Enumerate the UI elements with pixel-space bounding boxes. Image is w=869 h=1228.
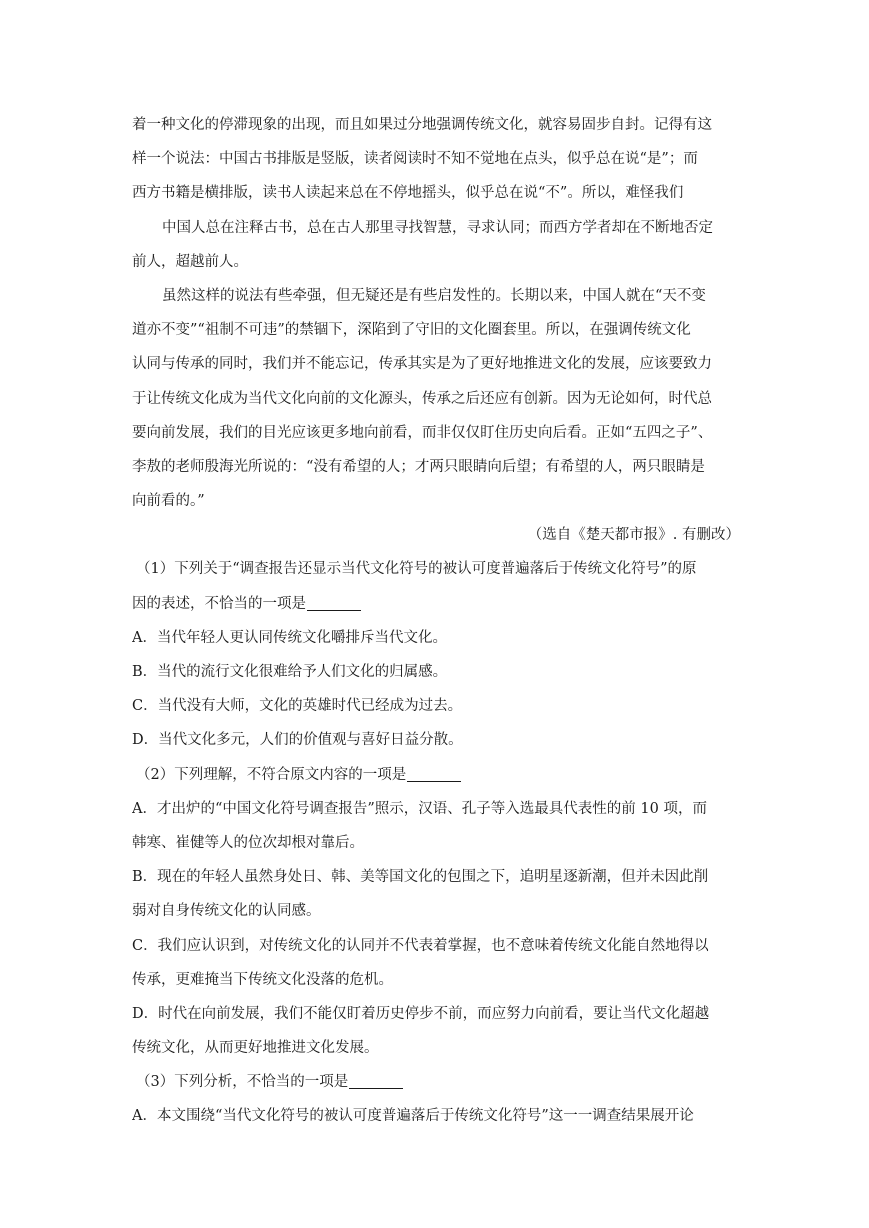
passage-line: 前人，超越前人。: [132, 253, 248, 270]
option-a[interactable]: A．本文围绕“当代文化符号的被认可度普遍落后于传统文化符号”这一一调查结果展开论: [132, 1108, 694, 1125]
option-c-continued[interactable]: 传承，更难掩当下传统文化没落的危机。: [132, 971, 393, 988]
option-b-continued[interactable]: 弱对自身传统文化的认同感。: [132, 903, 321, 920]
passage-line: 道亦不变”“祖制不可违”的禁锢下，深陷到了守旧的文化圈套里。所以，在强调传统文化: [132, 322, 691, 339]
question-stem-text: （3）下列分析，不恰当的一项是: [136, 1074, 349, 1091]
question-3: [132, 1065, 740, 1133]
question-stem: [132, 587, 740, 621]
document-page: [132, 108, 740, 1134]
passage-line: 认同与传承的同时，我们并不能忘记，传承其实是为了更好地推进文化的发展，应该要致力: [132, 356, 712, 373]
passage-line: 李敖的老师殷海光所说的：“没有希望的人；才两只眼睛向后望；有希望的人，两只眼睛是: [132, 458, 705, 475]
passage-line: 样一个说法：中国古书排版是竖版，读者阅读时不知不觉地在点头，似乎总在说“是”；而: [132, 151, 698, 168]
option-c[interactable]: C．当代没有大师，文化的英雄时代已经成为过去。: [132, 698, 463, 715]
passage-line: 中国人总在注释古书，总在古人那里寻找智慧，寻求认同；而西方学者却在不断地否定: [162, 219, 713, 236]
option-a-continued[interactable]: 韩寒、崔健等人的位次却根对靠后。: [132, 834, 364, 851]
question-stem: （1）下列关于“调查报告还显示当代文化符号的被认可度普遍落后于传统文化符号”的原: [136, 561, 697, 578]
source-citation: （选自《楚天都市报》. 有删改）: [527, 527, 740, 544]
question-stem-text: （2）下列理解，不符合原文内容的一项是: [136, 766, 407, 783]
passage-line: 着一种文化的停滞现象的出现，而且如果过分地强调传统文化，就容易固步自封。记得有这: [132, 117, 712, 133]
question-2: [132, 758, 740, 1066]
option-c[interactable]: C．我们应认识到，对传统文化的认同并不代表着掌握，也不意味着传统文化能自然地得以: [132, 937, 709, 954]
passage: [132, 108, 740, 518]
option-a[interactable]: A．才出炉的“中国文化符号调查报告”照示，汉语、孔子等入选最具代表性的前 10 项，而: [132, 800, 707, 817]
passage-line: 要向前发展，我们的目光应该更多地向前看，而非仅仅盯住历史向后看。正如“五四之子”、: [132, 424, 713, 441]
option-d-continued[interactable]: 传统文化，从而更好地推进文化发展。: [132, 1040, 379, 1057]
question-1: [132, 552, 740, 757]
answer-blank[interactable]: [307, 609, 361, 611]
option-d[interactable]: D．时代在向前发展，我们不能仅盯着历史停步不前，而应努力向前看，要让当代文化超越: [132, 1005, 710, 1022]
option-b[interactable]: B．现在的年轻人虽然身处日、韩、美等国文化的包围之下，追明星逐新潮，但并未因此削: [132, 869, 709, 886]
question-stem: [136, 758, 740, 792]
option-a[interactable]: A．当代年轻人更认同传统文化嚼排斥当代文化。: [132, 629, 447, 646]
passage-line: 西方书籍是横排版，读书人读起来总在不停地摇头，似乎总在说“不”。所以，难怪我们: [132, 185, 684, 202]
question-stem: [136, 1065, 740, 1099]
option-d[interactable]: D．当代文化多元，人们的价值观与喜好日益分散。: [132, 732, 463, 749]
question-stem-text: 因的表述，不恰当的一项是: [132, 595, 306, 612]
passage-line: 虽然这样的说法有些牵强，但无疑还是有些启发性的。长期以来，中国人就在“天不变: [162, 287, 706, 304]
passage-line: 向前看的。”: [132, 493, 205, 510]
answer-blank[interactable]: [407, 780, 461, 782]
passage-line: 于让传统文化成为当代文化向前的文化源头，传承之后还应有创新。因为无论如何，时代总: [132, 390, 712, 407]
answer-blank[interactable]: [349, 1087, 403, 1089]
option-b[interactable]: B．当代的流行文化很难给予人们文化的归属感。: [132, 664, 448, 680]
